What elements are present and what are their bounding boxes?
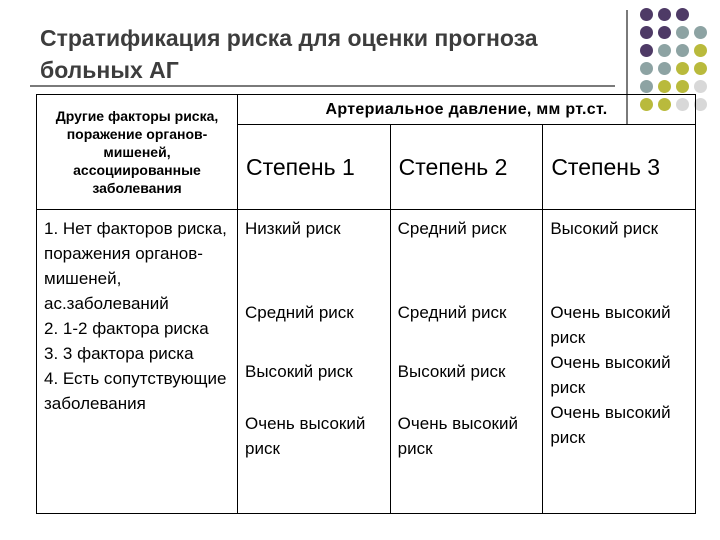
decor-dot	[658, 26, 671, 39]
risk-value: Средний риск	[397, 303, 507, 322]
risk-value: Высокий риск	[245, 362, 353, 381]
risk-value: Средний риск	[397, 219, 507, 238]
degree-3-header: Степень 3	[543, 125, 696, 210]
factor-item: 4. Есть сопутствующие заболевания	[44, 369, 227, 413]
risk-value: Низкий риск	[245, 219, 341, 238]
factor-item: 2. 1-2 фактора риска	[44, 319, 209, 338]
factor-item: 3. 3 фактора риска	[44, 344, 194, 363]
risk-value: Очень высокий риск	[245, 414, 366, 458]
degree-2-header: Степень 2	[390, 125, 543, 210]
decor-dot	[676, 44, 689, 57]
decor-dot	[676, 62, 689, 75]
decor-dot	[658, 62, 671, 75]
table-header-row	[37, 95, 696, 125]
risk-stratification-table	[36, 94, 696, 514]
risk-value: Высокий риск	[397, 362, 506, 381]
decor-horizontal-rule	[30, 85, 615, 87]
decor-dot	[694, 62, 707, 75]
decor-dot	[658, 80, 671, 93]
decor-dot	[694, 80, 707, 93]
factors-header-cell: Другие факторы риска, поражение органов-мишеней, ассоциированные заболевания	[37, 95, 238, 210]
decor-dot	[640, 26, 653, 39]
risk-value: Очень высокий риск	[397, 414, 518, 458]
table-body-row	[37, 210, 696, 514]
decor-dot	[658, 8, 671, 21]
decor-dot	[640, 80, 653, 93]
degree-3-risks-cell	[543, 210, 696, 514]
risk-value: Очень высокий риск	[550, 303, 671, 347]
decor-dot	[640, 62, 653, 75]
decor-dot	[694, 26, 707, 39]
degree-2-risks-cell	[390, 210, 543, 514]
risk-value: Очень высокий риск	[550, 353, 671, 397]
decor-dot	[676, 26, 689, 39]
degree-1-risks-cell	[238, 210, 391, 514]
degree-1-header: Степень 1	[238, 125, 391, 210]
risk-value: Очень высокий риск	[550, 403, 671, 447]
decor-dot	[658, 44, 671, 57]
decor-dot	[640, 44, 653, 57]
pressure-header-cell: Артериальное давление, мм рт.ст.	[238, 95, 696, 125]
risk-value: Средний риск	[245, 303, 354, 322]
factors-cell	[37, 210, 238, 514]
decor-dot	[694, 44, 707, 57]
decor-dot	[676, 80, 689, 93]
decor-dot	[676, 8, 689, 21]
slide-title: Стратификация риска для оценки прогноза больных АГ	[40, 25, 538, 83]
decor-dot	[640, 8, 653, 21]
risk-value: Высокий риск	[550, 219, 659, 238]
factor-item: 1. Нет факторов риска, поражения органов-мишеней, ас.заболеваний	[44, 219, 227, 313]
